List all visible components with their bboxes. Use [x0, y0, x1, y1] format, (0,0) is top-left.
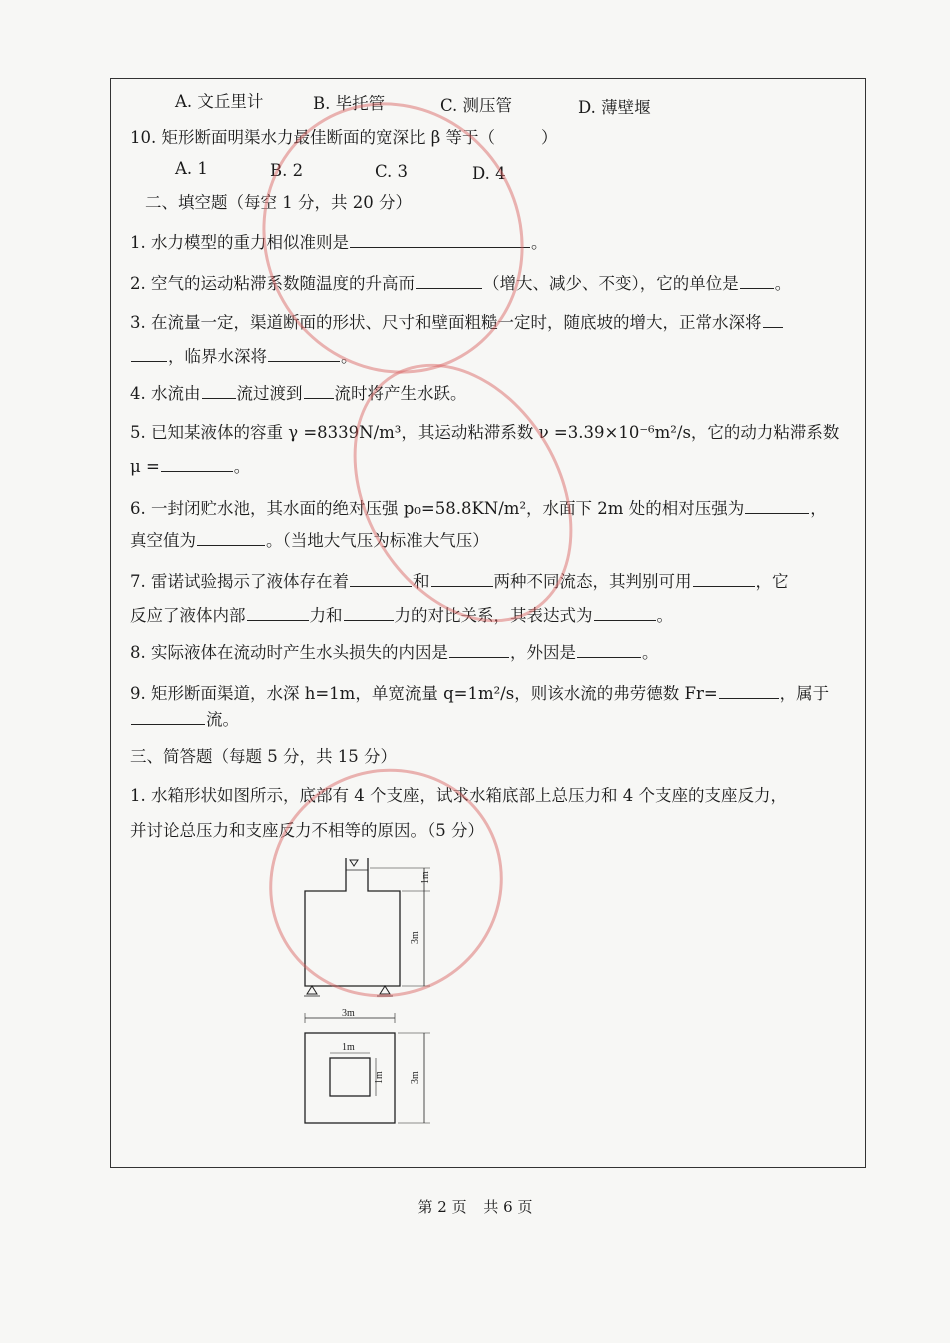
answer-blank[interactable]: [344, 604, 394, 621]
answer-blank[interactable]: [449, 641, 509, 658]
fill-q6-vacuum: 真空值为: [130, 531, 196, 550]
answer-blank[interactable]: [745, 497, 809, 514]
q10-option-b: B. 2: [270, 161, 304, 180]
answer-blank[interactable]: [740, 272, 774, 289]
answer-blank[interactable]: [202, 382, 236, 399]
section3-title: 三、简答题（每题 5 分，共 15 分）: [130, 747, 397, 766]
answer-blank[interactable]: [719, 682, 779, 699]
fill-q7b-text: 反应了液体内部: [130, 606, 246, 625]
page-number: 第 2 页: [417, 1198, 467, 1216]
fill-q3b: [130, 345, 358, 368]
dim-1m-inner-height: 1m: [374, 1071, 385, 1084]
dim-3m-plan: 3m: [410, 1071, 421, 1084]
fill-q8-text: 8. 实际液体在流动时产生水头损失的内因是: [130, 643, 448, 662]
fill-q6-end: 。（当地大气压为标准大气压）: [266, 531, 489, 550]
q10-option-a: A. 1: [175, 159, 208, 178]
fill-q3-end: 。: [341, 347, 358, 366]
question-10-close: ）: [541, 128, 558, 147]
answer-blank[interactable]: [594, 604, 656, 621]
option-b: B. 毕托管: [313, 94, 386, 113]
fill-q8: [130, 641, 659, 664]
dim-1m-inner-width: 1m: [342, 1042, 355, 1053]
answer-blank[interactable]: [161, 455, 233, 472]
fill-q5b: [130, 455, 250, 478]
fill-q9b: [130, 708, 239, 731]
fill-q6b: [130, 529, 489, 552]
question-10-text: 10. 矩形断面明渠水力最佳断面的宽深比 β 等于（: [130, 128, 496, 147]
answer-blank[interactable]: [197, 529, 265, 546]
fill-q4-text: 4. 水流由: [130, 384, 201, 403]
dim-1m-top: 1m: [420, 871, 431, 884]
fill-q7b-end: 。: [656, 606, 673, 625]
question-10: [130, 127, 558, 149]
q10-option-c: C. 3: [375, 162, 409, 181]
answer-blank[interactable]: [350, 570, 412, 587]
fill-q7-and: 和: [413, 572, 430, 591]
fill-q6a: [130, 497, 827, 520]
fill-q4: [130, 382, 467, 405]
answer-blank[interactable]: [416, 272, 482, 289]
fill-q3a: [130, 311, 784, 334]
section2-title: 二、填空题（每空 1 分，共 20 分）: [145, 193, 412, 212]
option-a: A. 文丘里计: [175, 92, 264, 111]
fill-q3-text: 3. 在流量一定，渠道断面的形状、尺寸和壁面粗糙一定时，随底坡的增大，正常水深将: [130, 313, 762, 332]
fill-q5-end: 。: [233, 457, 251, 476]
fill-q4-end: 流时将产生水跃。: [334, 384, 467, 403]
option-c: C. 测压管: [440, 96, 513, 115]
fill-q7-mid: 两种不同流态，其判别可用: [493, 572, 692, 591]
fill-q7-text: 7. 雷诺试验揭示了液体存在着: [130, 572, 349, 591]
tank-plan: [305, 1013, 430, 1123]
fill-q7b-force: 力和: [309, 606, 343, 625]
answer-blank[interactable]: [268, 345, 340, 362]
answer-blank[interactable]: [131, 345, 167, 362]
fill-q7b: [130, 604, 673, 627]
fill-q9-end: 流。: [206, 710, 239, 729]
short-q1-line2: 并讨论总压力和支座反力不相等的原因。（5 分）: [130, 821, 484, 840]
short-q1-line1: 1. 水箱形状如图所示，底部有 4 个支座，试求水箱底部上总压力和 4 个支座的支座反力，: [130, 786, 787, 805]
fill-q7b-mid: 力的对比关系，其表达式为: [394, 606, 593, 625]
page-total: 共 6 页: [483, 1198, 533, 1216]
fill-q5-text: μ =: [130, 457, 160, 476]
fill-q9a: [130, 682, 829, 705]
fill-q4-mid: 流过渡到: [236, 384, 303, 403]
fill-q8-end: 。: [642, 643, 659, 662]
fill-q7-end: ，它: [755, 572, 789, 591]
fill-q7a: [130, 570, 789, 593]
fill-q6-text: 6. 一封闭贮水池，其水面的绝对压强 p₀=58.8KN/m²，水面下 2m 处的相对压强为: [130, 499, 745, 518]
answer-blank[interactable]: [431, 570, 493, 587]
answer-blank[interactable]: [350, 231, 530, 248]
fill-q1: [130, 231, 548, 254]
fill-q2-end: 。: [774, 274, 792, 293]
fill-q5a: 5. 已知某液体的容重 γ =8339N/m³，其运动粘滞系数 ν =3.39×10⁻⁶m²/s，它的动力粘滞系数: [130, 423, 840, 442]
fill-q1-end: 。: [531, 233, 548, 252]
answer-blank[interactable]: [763, 311, 783, 328]
page-footer: [0, 1196, 950, 1217]
fill-q9-text: 9. 矩形断面渠道，水深 h=1m，单宽流量 q=1m²/s，则该水流的弗劳德数 Fr=: [130, 684, 718, 703]
answer-blank[interactable]: [577, 641, 641, 658]
fill-q3-mid: ，临界水深将: [168, 347, 267, 366]
dim-3m-width: 3m: [342, 1008, 355, 1019]
fill-q8-mid: ，外因是: [510, 643, 576, 662]
fill-q9-mid: ，属于: [779, 684, 830, 703]
answer-blank[interactable]: [304, 382, 334, 399]
fill-q2: [130, 272, 791, 295]
tank-elevation: [304, 858, 430, 996]
answer-blank[interactable]: [131, 708, 205, 725]
fill-q1-text: 1. 水力模型的重力相似准则是: [130, 233, 349, 252]
answer-blank[interactable]: [247, 604, 309, 621]
option-d: D. 薄壁堰: [578, 98, 651, 117]
fill-q2-text: 2. 空气的运动粘滞系数随温度的升高而: [130, 274, 415, 293]
q10-option-d: D. 4: [472, 164, 506, 183]
dim-3m-side: 3m: [410, 931, 421, 944]
water-tank-figure: [290, 848, 450, 1138]
fill-q2-mid: （增大、减少、不变），它的单位是: [483, 274, 739, 293]
answer-blank[interactable]: [693, 570, 755, 587]
fill-q6-comma: ，: [810, 499, 827, 518]
